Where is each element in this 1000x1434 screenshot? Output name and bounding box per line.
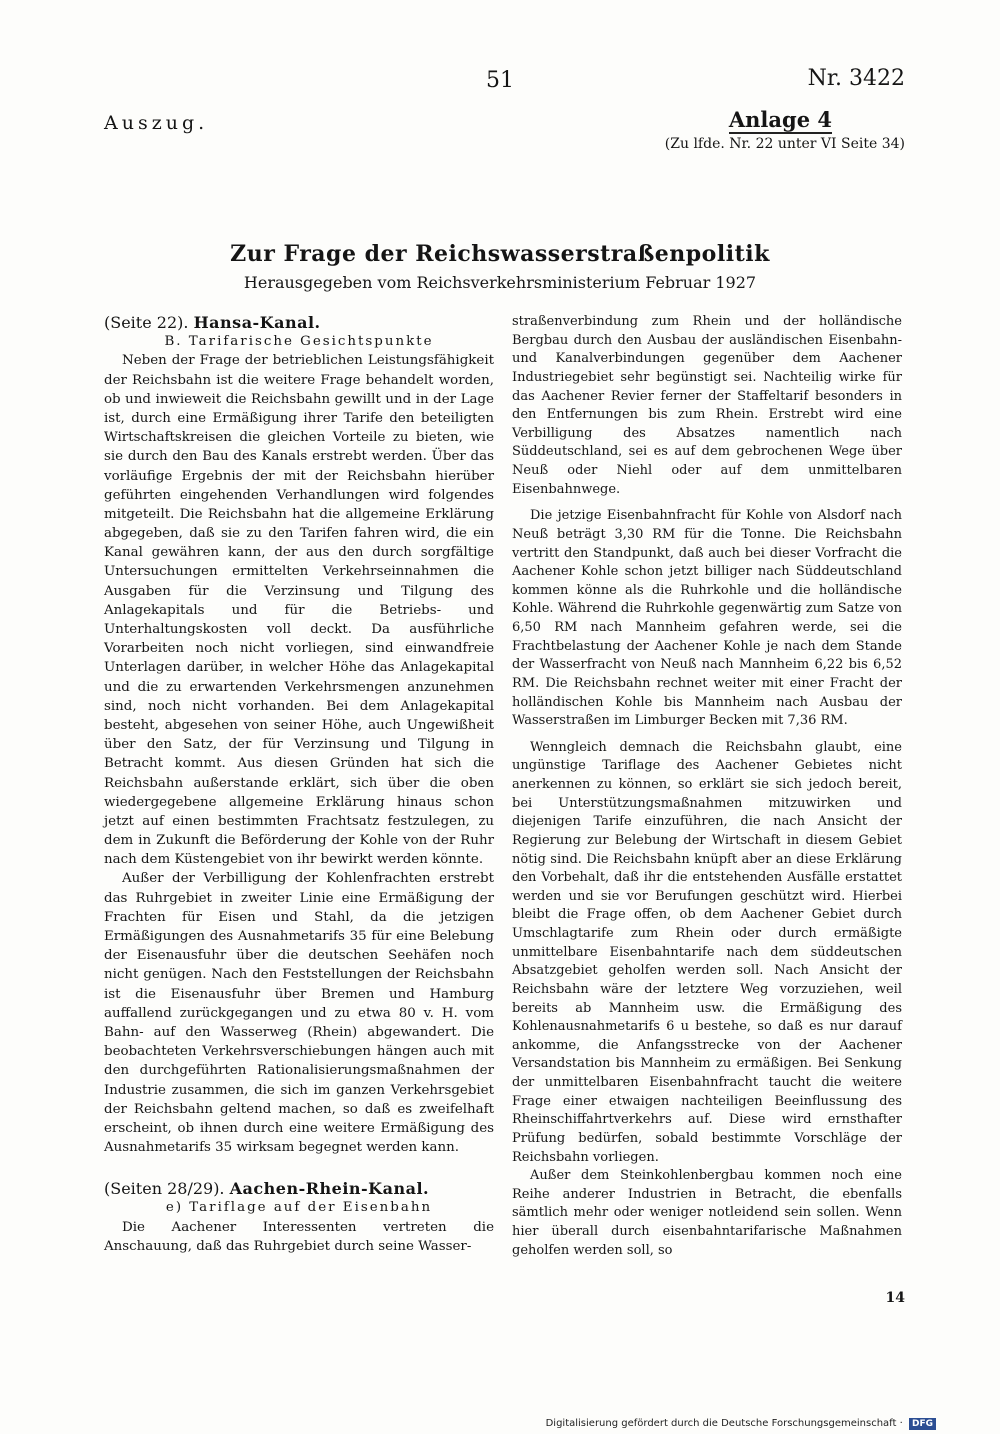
printer-signature: 14	[885, 1290, 905, 1306]
subsection-heading: e) Tariflage auf der Eisenbahn	[165, 1200, 433, 1216]
section-name: Aachen-Rhein-Kanal.	[229, 1179, 430, 1199]
left-column	[104, 313, 494, 1256]
paragraph: straßenverbindung zum Rhein und der holländische Bergbau durch den Ausbau der ausländischen Eisenbahn- und Kanalverbindungen gegenüber dem Aachener Industriegebiet sehr begünstigt sei. Nachteilig wirke für das Aachener Revier ferner der Staffeltarif besonders in den Entfernungen bis zum Rhein. Erstrebt wird eine Verbilligung des Absatzes namentlich nach Süddeutschland, sei es auf dem gebrochenen Wege über Neuß oder Niehl oder auf dem unmittelbaren Eisenbahnwege.	[512, 314, 902, 497]
page-number: 51	[486, 68, 514, 93]
section-heading-hansa	[104, 313, 494, 332]
right-column	[512, 313, 902, 1260]
credit-text: Digitalisierung gefördert durch die Deutsche Forschungsgemeinschaft ·	[545, 1418, 903, 1429]
paragraph: Außer dem Steinkohlenbergbau kommen noch eine Reihe anderer Industrien in Betracht, die ebenfalls sämtlich mehr oder weniger notleidend sein sollen. Wenn hier überall durch eisenbahntarifarische Maßnahmen geholfen werden soll, so	[512, 1168, 902, 1258]
document-number: Nr. 3422	[807, 66, 905, 91]
paragraph: Wenngleich demnach die Reichsbahn glaubt, eine ungünstige Tariflage des Aachener Gebietes nicht anerkennen zu können, so erklärt sie sich jedoch bereit, bei Unterstützungsmaßnahmen mitzuwirken und diejenigen Tarife einzuführen, die nach Ansicht der Regierung zur Belebung der Wirtschaft in diesem Gebiet nötig sind. Die Reichsbahn knüpft aber an diese Erklärung den Vorbehalt, daß ihr die entstehenden Ausfälle erstattet werden und sie vor Berufungen geschützt wird. Hierbei bleibt die Frage offen, ob dem Aachener Gebiet durch Umschlagtarife zum Rhein oder durch ermäßigte unmittelbare Eisenbahntarife nach dem süddeutschen Absatzgebiet geholfen werden soll. Nach Ansicht der Reichsbahn wäre der letztere Weg vorzuziehen, weil bereits ab Mannheim usw. die Ermäßigung des Kohlenausnahmetarifs 6 u bestehe, so daß es nur darauf ankomme, die Anfangsstrecke von der Aachener Versandstation bis Mannheim zu ermäßigen. Bei Senkung der unmittelbaren Eisenbahnfracht taucht die weitere Frage einer etwaigen nachteiligen Beeinflussung des Rheinschiffahrtverkehrs auf. Diese wird ernsthafter Prüfung bedürfen, sobald bestimmte Vorschläge der Reichsbahn vorliegen.	[512, 739, 902, 1165]
paragraph: Die jetzige Eisenbahnfracht für Kohle von Alsdorf nach Neuß beträgt 3,30 RM für die Tonne. Die Reichsbahn vertritt den Standpunkt, daß auch bei dieser Vorfracht die Aachener Kohle schon jetzt billiger nach Süddeutschland kommen könne als die Ruhrkohle und die holländische Kohle. Während die Ruhrkohle gegenwärtig zum Satze von 6,50 RM nach Mannheim gefahren werde, sei die Frachtbelastung der Aachener Kohle je nach dem Stande der Wasserfracht von Neuß nach Mannheim 6,22 bis 6,52 RM. Die Reichsbahn rechnet weiter mit einer Fracht der holländischen Kohle bis Mannheim nach Ausbau der Wasserstraßen im Limburger Becken mit 7,36 RM.	[512, 508, 902, 729]
document-subtitle: Herausgegeben vom Reichsverkehrsministerium Februar 1927	[243, 273, 757, 292]
section-page-ref: (Seiten 28/29).	[104, 1179, 225, 1199]
digitization-credit	[546, 1418, 936, 1430]
paragraph: Neben der Frage der betrieblichen Leistungsfähigkeit der Reichsbahn ist die weitere Frage behandelt worden, ob und inwieweit die Reichsbahn gewillt und in der Lage ist, durch eine Ermäßigung ihrer Tarife den beteiligten Wirtschaftskreisen die gleichen Vorteile zu bieten, wie sie durch den Bau des Kanals erstrebt werden. Über das vorläufige Ergebnis der mit der Reichsbahn hierüber geführten eingehenden Verhandlungen wird folgendes mitgeteilt. Die Reichsbahn hat die allgemeine Erklärung abgegeben, daß sie zu den Tarifen fahren wird, die ein Kanal gewähren kann, der aus den durch sorgfältige Untersuchungen ermittelten Verkehrseinnahmen die Ausgaben für die Verzinsung und Tilgung des Anlagekapitals und für die Betriebs- und Unterhaltungskosten voll deckt. Da ausführliche Vorarbeiten noch nicht vorliegen, sind einwandfreie Unterlagen darüber, in welcher Höhe das Anlagekapital und die zu erwartenden Verkehrsmengen anzunehmen sind, noch nicht vorhanden. Bei dem Anlagekapital besteht, abgesehen von seiner Höhe, auch Ungewißheit über den Satz, der für Verzinsung und Tilgung in Betracht kommt. Aus diesen Gründen hat sich die Reichsbahn außerstande erklärt, sich über die oben wiedergegebene allgemeine Erklärung hinaus schon jetzt auf einen bestimmten Frachtsatz festzulegen, zu dem in Zukunft die Beförderung der Kohle von der Ruhr nach dem Küstengebiet von ihr bewirkt werden könnte.	[104, 353, 494, 868]
document-title: Zur Frage der Reichswasserstraßenpolitik	[230, 241, 770, 267]
annex-reference: (Zu lfde. Nr. 22 unter VI Seite 34)	[664, 136, 905, 152]
dfg-logo-icon: DFG	[909, 1418, 936, 1430]
paragraph: Außer der Verbilligung der Kohlenfrachten erstrebt das Ruhrgebiet in zweiter Linie eine Ermäßigung der Frachten für Eisen und Stahl, da die jetzigen Ermäßigungen des Ausnahmetarifs 35 für eine Belebung der Eisenausfuhr über die deutschen Seehäfen noch nicht genügen. Nach den Feststellungen der Reichsbahn ist die Eisenausfuhr über Bremen und Hamburg auffallend zurückgegangen und zu etwa 80 v. H. vom Bahn- auf den Wasserweg (Rhein) abgewandert. Die beobachteten Verkehrsverschiebungen hängen auch mit den durchgeführten Rationalisierungsmaßnahmen der Industrie zusammen, die sich im ganzen Verkehrsgebiet der Reichsbahn geltend machen, so daß es zweifelhaft erscheint, ob ihnen durch eine weitere Ermäßigung des Ausnahmetarifs 35 wirksam begegnet werden kann.	[104, 871, 494, 1156]
annex-title: Anlage 4	[728, 107, 832, 132]
paragraph: Die Aachener Interessenten vertreten die Anschauung, daß das Ruhrgebiet durch seine Wasser-	[104, 1219, 494, 1254]
subsection-heading: B. Tarifarische Gesichtspunkte	[164, 334, 434, 350]
section-heading-aachen	[104, 1179, 494, 1198]
section-name: Hansa-Kanal.	[193, 313, 321, 332]
section-page-ref: (Seite 22).	[104, 313, 189, 332]
excerpt-label: Auszug.	[104, 112, 209, 134]
